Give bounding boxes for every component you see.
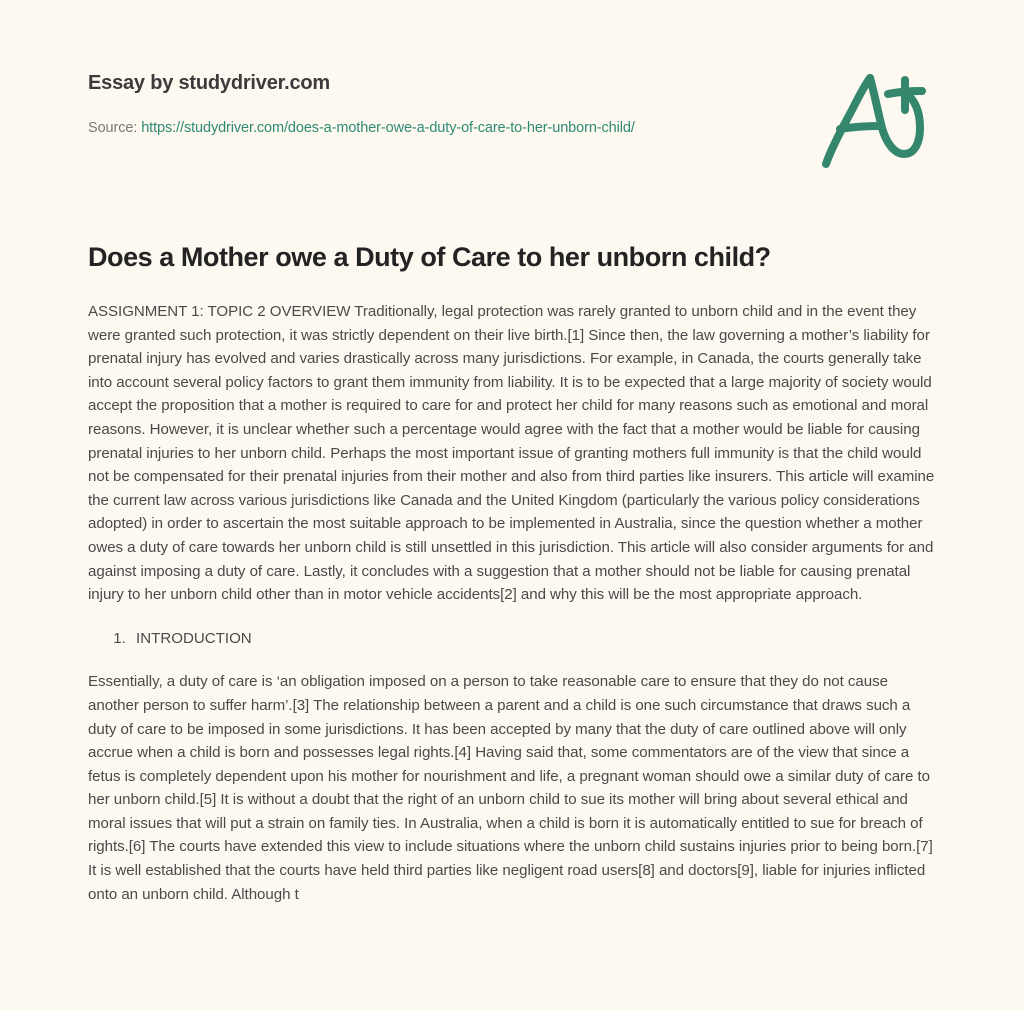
source-url-link[interactable]: https://studydriver.com/does-a-mother-owe-a-duty-of-care-to-her-unborn-child/ (141, 120, 635, 136)
article-body (88, 240, 936, 926)
paragraph-introduction: Essentially, a duty of care is ‘an obligation imposed on a person to take reasonable care to ensure that they do not cause another person to suffer harm’.[3] The relationship between a parent and a child is one such circumstance that draws such a duty of care to be imposed in some jurisdictions. It has been accepted by many that the duty of care outlined above will only accrue when a child is born and possesses legal rights.[4] Having said that, some commentators are of the view that since a fetus is completely dependent upon his mother for nourishment and life, a pregnant woman should owe a similar duty of care to her unborn child.[5] It is without a doubt that the right of an unborn child to sue its mother will bring about several ethical and moral issues that will put a strain on family ties. In Australia, when a child is born it is automatically entitled to sue for breach of rights.[6] The courts have extended this view to include situations where the unborn child sustains injuries prior to being born.[7] It is well established that the courts have held third parties like negligent road users[8] and doctors[9], liable for injuries inflicted onto an unborn child. Although t (88, 673, 933, 903)
paragraph-overview: ASSIGNMENT 1: TOPIC 2 OVERVIEW Traditionally, legal protection was rarely granted to unborn child and in the event they were granted such protection, it was strictly dependent on their live birth.[1] Since then, the law governing a mother’s liability for prenatal injury has evolved and varies drastically across many jurisdictions. For example, in Canada, the courts generally take into account several policy factors to grant them immunity from liability. It is to be expected that a large majority of society would accept the proposition that a mother is required to care for and protect her child for many reasons such as emotional and moral reasons. However, it is unclear whether such a percentage would agree with the fact that a mother would be liable for causing prenatal injuries to her unborn child. Perhaps the most important issue of granting mothers full immunity is that the child would not be compensated for their prenatal injuries from their mother and also from third parties like insurers. This article will examine the current law across various jurisdictions like Canada and the United Kingdom (particularly the various policy considerations adopted) in order to ascertain the most suitable approach to be implemented in Australia, since the question whether a mother owes a duty of care towards her unborn child is still unsettled in this jurisdiction. This article will also consider arguments for and against imposing a duty of care. Lastly, it concludes with a suggestion that a mother should not be liable for causing prenatal injury to her unborn child other than in motor vehicle accidents[2] and why this will be the most appropriate approach. (88, 303, 935, 604)
section-item-introduction: 1. INTRODUCTION (130, 627, 936, 651)
source-label: Source: (88, 120, 138, 136)
page-header (0, 0, 1024, 200)
section-heading-list (88, 627, 936, 651)
brand-byline: Essay by studydriver.com (88, 72, 330, 94)
source-line (88, 120, 635, 136)
studydriver-a-plus-logo-icon (810, 66, 928, 170)
page-title: Does a Mother owe a Duty of Care to her unborn child? (88, 242, 771, 272)
